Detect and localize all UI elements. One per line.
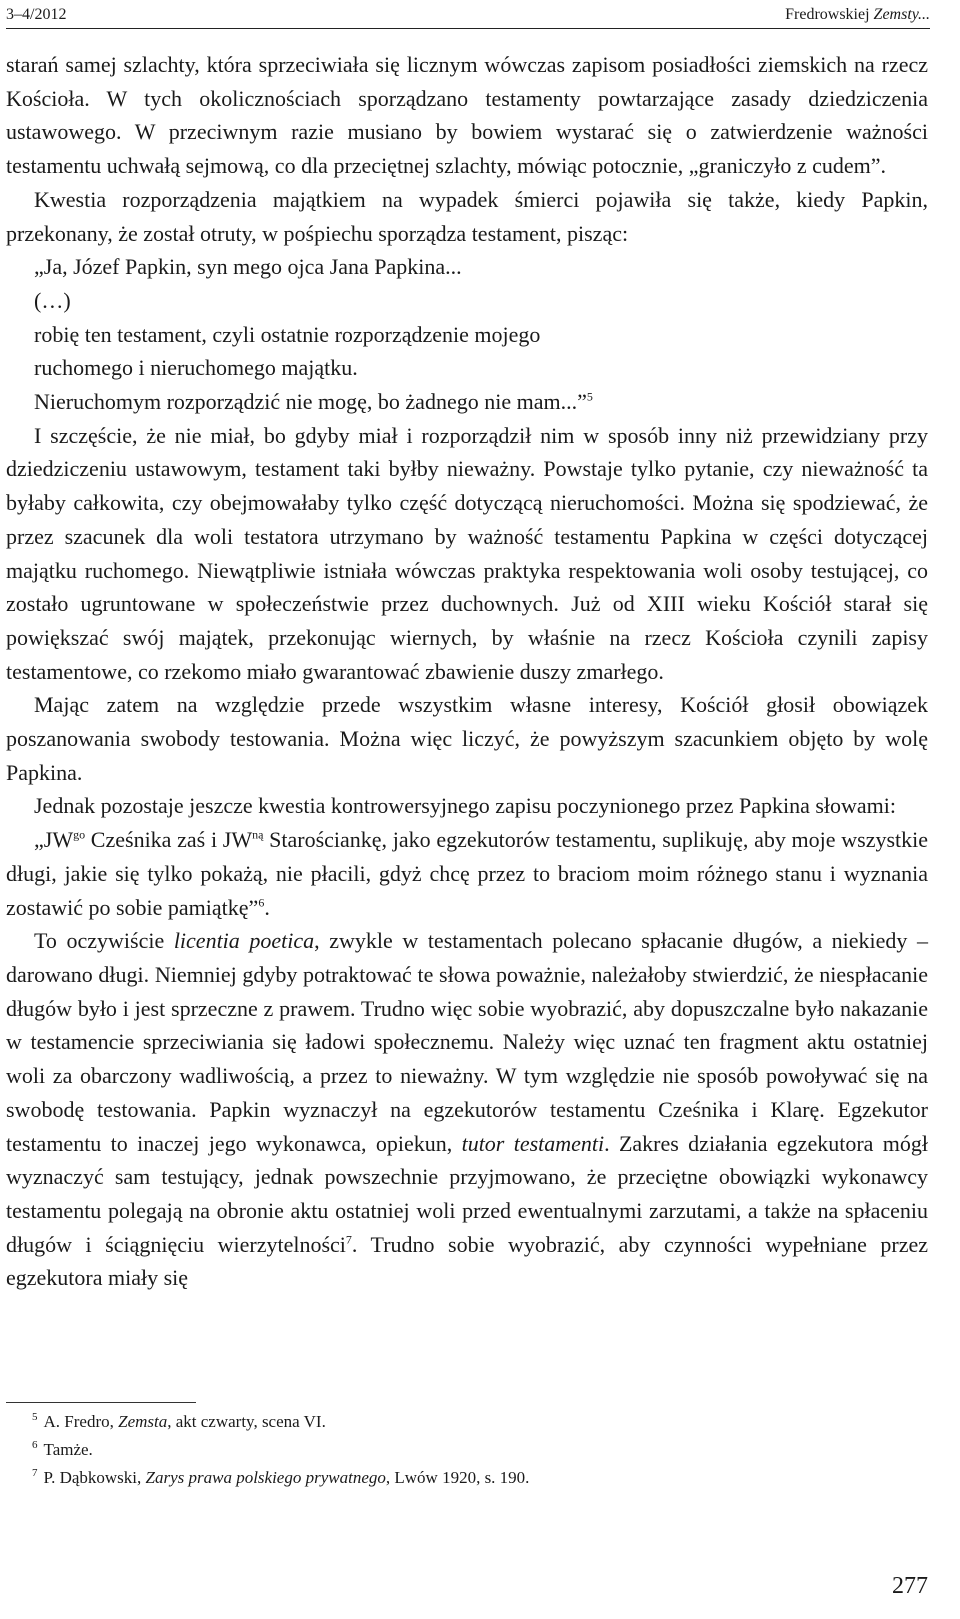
footnote-6-number: 6 <box>32 1439 38 1452</box>
footnote-5-text-a: A. Fredro, <box>43 1412 119 1431</box>
running-header <box>6 4 930 29</box>
p7-text-a: To oczywiście <box>34 928 174 954</box>
p7-text-d: . Trudno sobie wyobrazić, aby czynności wypełniane przez egzekutora miały się <box>6 1231 928 1291</box>
running-title-plain: Fredrowskiej <box>785 6 874 23</box>
p6-sup-na: ną <box>252 827 264 842</box>
p6-sup-go: go <box>73 827 86 842</box>
p6-text-c: Starościankę, jako egzekutorów testamentu, suplikuję, aby moje wszystkie długi, jakie się tylko pokażą, nie płacili, gdyż chcę przez to braciom moim różnego stanu i wyznania zostawić po sobie pamiątkę” <box>6 827 929 920</box>
footnote-ref-5[interactable]: 5 <box>586 389 593 404</box>
p7-italic-tutor: tutor testamenti <box>461 1130 605 1156</box>
footnote-ref-6[interactable]: 6 <box>258 895 265 910</box>
p6-text-a: „JW <box>34 827 74 853</box>
paragraph-6-quote <box>6 823 928 924</box>
quote-line-5 <box>6 385 928 419</box>
p6-text-end: . <box>264 894 270 920</box>
p7-italic-licentia: licentia poetica <box>173 928 315 954</box>
footnotes <box>32 1408 529 1492</box>
footnote-5 <box>32 1408 529 1436</box>
issue-number: 3–4/2012 <box>6 6 67 23</box>
footnote-divider <box>6 1402 196 1403</box>
footnote-5-number: 5 <box>32 1411 38 1424</box>
quote-line-5-text: Nieruchomym rozporządzić nie mogę, bo żadnego nie mam...” <box>34 389 587 415</box>
running-title-italic: Zemsty... <box>873 6 930 23</box>
paragraph-2: Kwestia rozporządzenia majątkiem na wypadek śmierci pojawiła się także, kiedy Papkin, przekonany, że został otruty, w pośpiechu sporządza testament, pisząc: <box>6 186 928 246</box>
paragraph-5: Jednak pozostaje jeszcze kwestia kontrowersyjnego zapisu poczynionego przez Papkina słowami: <box>34 793 896 819</box>
footnote-7 <box>32 1464 529 1492</box>
paragraph-7 <box>6 924 928 1295</box>
p7-text-c: . Zakres działania egzekutora mógł wyznaczyć sam testujący, jednak powszechnie przyjmowano, że przeciętne obowiązki wykonawcy testamentu polegają na obronie aktu ostatniej woli przed ewentualnymi zarzutami, a także na spłaceniu długów i ściągnięciu wierzytelności <box>6 1130 928 1257</box>
paragraph-4: Mając zatem na względzie przede wszystkim własne interesy, Kościół głosił obowiązek poszanowania swobody testowania. Można więc liczyć, że powyższym szacunkiem objęto by wolę Papkina. <box>6 692 928 785</box>
p6-text-b: Cześnika zaś i JW <box>85 827 253 853</box>
footnote-7-text-a: P. Dąbkowski, <box>43 1468 146 1487</box>
main-text <box>6 48 928 1295</box>
footnote-5-text-b: , akt czwarty, scena VI. <box>167 1412 326 1431</box>
paragraph-1: starań samej szlachty, która sprzeciwiała się licznym wówczas zapisom posiadłości ziemskich na rzecz Kościoła. W tych okolicznościach sporządzano testamenty powtarzające zasady dziedziczenia ustawowego. W przeciwnym razie musiano by bowiem wystarać się o zatwierdzenie ważności testamentu uchwałą sejmową, co dla przeciętnej szlachty, mówiąc potocznie, „graniczyło z cudem”. <box>6 52 928 179</box>
p7-text-b: , zwykle w testamentach polecano spłacanie długów, a niekiedy – darowano długi. Niemniej gdyby potraktować te słowa poważnie, należałoby stwierdzić, że niespłacanie długów było i jest sprzeczne z prawem. Trudno więc sobie wyobrazić, aby dopuszczalne było nakazanie w testamencie sprzeciwiania się ładowi społecznemu. Należy więc uznać ten fragment aktu ostatniej woli za obarczony wadliwością, a przez to nieważny. W tym względzie nie sposób powoływać się na swobodę testowania. Papkin wyznaczył na egzekutorów testamentu Cześnika i Klarę. Egzekutor testamentu to inaczej jego wykonawca, opiekun, <box>6 928 929 1156</box>
quote-line-2: (…) <box>34 287 71 313</box>
quote-line-1: „Ja, Józef Papkin, syn mego ojca Jana Papkina... <box>34 254 462 280</box>
footnote-6 <box>32 1436 529 1464</box>
footnote-7-text-b: , Lwów 1920, s. 190. <box>385 1468 530 1487</box>
footnote-ref-7[interactable]: 7 <box>345 1232 352 1247</box>
paragraph-3: I szczęście, że nie miał, bo gdyby miał i rozporządził nim w sposób inny niż przewidziany przy dziedziczeniu ustawowym, testament taki byłby nieważny. Powstaje tylko pytanie, czy nieważność ta byłaby całkowita, czy obejmowałaby tylko część dotyczącą nieruchomości. Można się spodziewać, że przez szacunek dla woli testatora utrzymano by ważność testamentu Papkina w części dotyczącej majątku ruchomego. Niewątpliwie istniała wówczas praktyka respektowania woli osoby testującej, co zostało ugruntowane w społeczeństwie przez duchownych. Już od XIII wieku Kościół starał się powiększać swój majątek, przekonując wiernych, by właśnie na rzecz Kościoła czynili zapisy testamentowe, co rzekomo miało gwarantować zbawienie duszy zmarłego. <box>6 422 928 684</box>
page-number: 277 <box>892 1573 928 1599</box>
footnote-5-italic: Zemsta <box>118 1412 168 1431</box>
quote-line-3: robię ten testament, czyli ostatnie rozporządzenie mojego <box>34 321 541 347</box>
footnote-6-text: Tamże. <box>43 1440 93 1459</box>
footnote-7-italic: Zarys prawa polskiego prywatnego <box>145 1468 386 1487</box>
footnote-7-number: 7 <box>32 1467 38 1480</box>
running-title <box>785 6 930 24</box>
quote-line-4: ruchomego i nieruchomego majątku. <box>34 355 358 381</box>
